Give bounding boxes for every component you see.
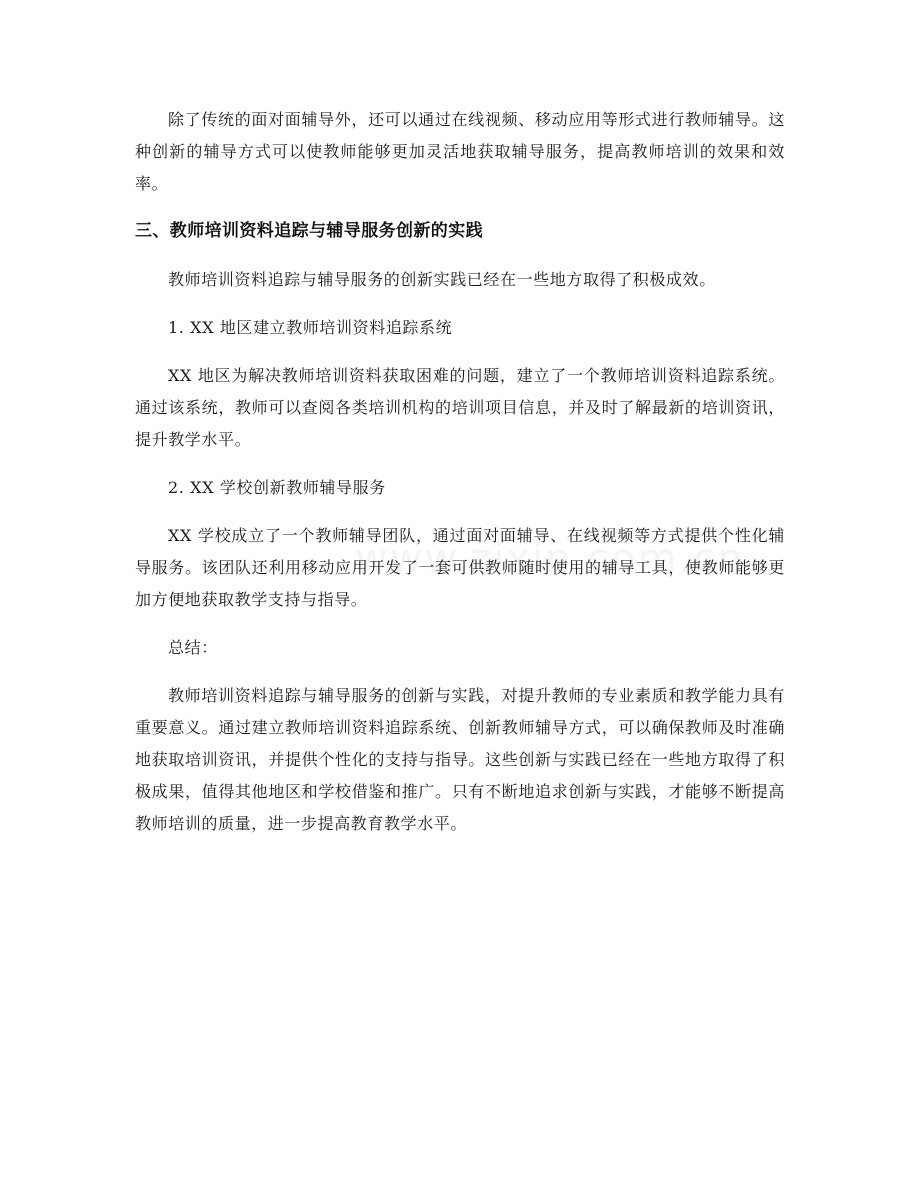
summary-body: 教师培训资料追踪与辅导服务的创新与实践，对提升教师的专业素质和教学能力具有重要意义。通过建立教师培训资料追踪系统、创新教师辅导方式，可以确保教师及时准确地获取培训资讯，并提供个性化的支持与指导。这些创新与实践已经在一些地方取得了积极成果，值得其他地区和学校借鉴和推广。只有不断地追求创新与实践，才能够不断提高教师培训的质量，进一步提高教育教学水平。	[135, 686, 785, 833]
section-heading: 三、教师培训资料追踪与辅导服务创新的实践	[135, 221, 483, 241]
case-2-body: XX 学校成立了一个教师辅导团队，通过面对面辅导、在线视频等方式提供个性化辅导服务。该团队还利用移动应用开发了一套可供教师随时使用的辅导工具，使教师能够更加方便地获取教学支持与指导。	[135, 526, 785, 609]
case-1-body: XX 地区为解决教师培训资料获取困难的问题，建立了一个教师培训资料追踪系统。通过该系统，教师可以查阅各类培训机构的培训项目信息，并及时了解最新的培训资讯，提升教学水平。	[135, 366, 785, 449]
section-intro-paragraph: 教师培训资料追踪与辅导服务的创新实践已经在一些地方取得了积极成效。	[168, 270, 716, 289]
intro-paragraph: 除了传统的面对面辅导外，还可以通过在线视频、移动应用等形式进行教师辅导。这种创新的辅导方式可以使教师能够更加灵活地获取辅导服务，提高教师培训的效果和效率。	[135, 110, 785, 193]
case-1-title: 1. XX 地区建立教师培训资料追踪系统	[168, 318, 453, 337]
summary-label: 总结：	[168, 638, 218, 657]
document-body	[135, 104, 785, 856]
case-2-title: 2. XX 学校创新教师辅导服务	[168, 478, 386, 497]
